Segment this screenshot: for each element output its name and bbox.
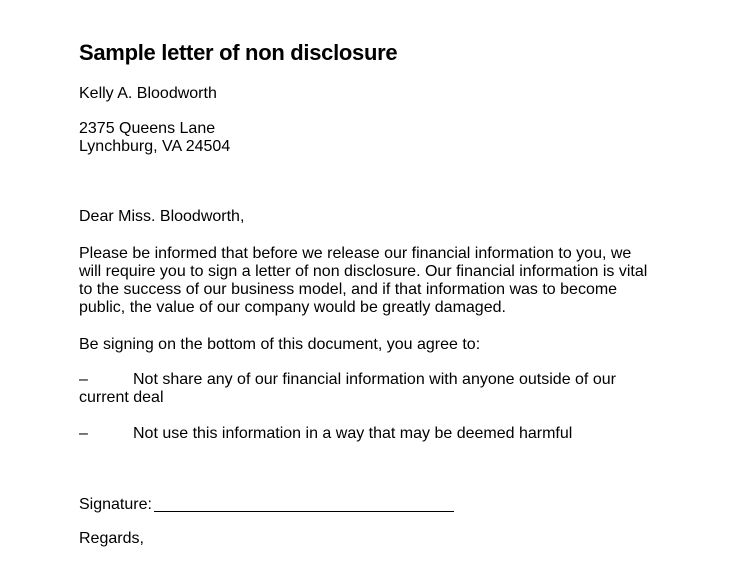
body-paragraph-line: to the success of our business model, and if that information was to become (79, 281, 618, 298)
body-paragraph-line: Please be informed that before we release our financial information to you, we (79, 245, 632, 262)
closing: Regards, (79, 530, 144, 547)
agreement-intro: Be signing on the bottom of this document, you agree to: (79, 336, 481, 353)
bullet-text: Not use this information in a way that may be deemed harmful (133, 425, 573, 442)
bullet-dash: – (79, 371, 88, 388)
document-title: Sample letter of non disclosure (79, 40, 398, 65)
sender-name: Kelly A. Bloodworth (79, 85, 217, 102)
signature-label: Signature: (79, 496, 152, 513)
bullet-dash: – (79, 425, 88, 442)
body-paragraph-line: will require you to sign a letter of non disclosure. Our financial information is vital (79, 263, 648, 280)
bullet-text-continuation: current deal (79, 389, 164, 406)
body-paragraph-line: public, the value of our company would be greatly damaged. (79, 299, 506, 316)
salutation: Dear Miss. Bloodworth, (79, 208, 245, 225)
bullet-text: Not share any of our financial information with anyone outside of our (133, 371, 616, 388)
address-line-1: 2375 Queens Lane (79, 120, 216, 137)
body-paragraph (79, 245, 679, 317)
address-line-2: Lynchburg, VA 24504 (79, 138, 231, 155)
signature-line (154, 511, 454, 512)
